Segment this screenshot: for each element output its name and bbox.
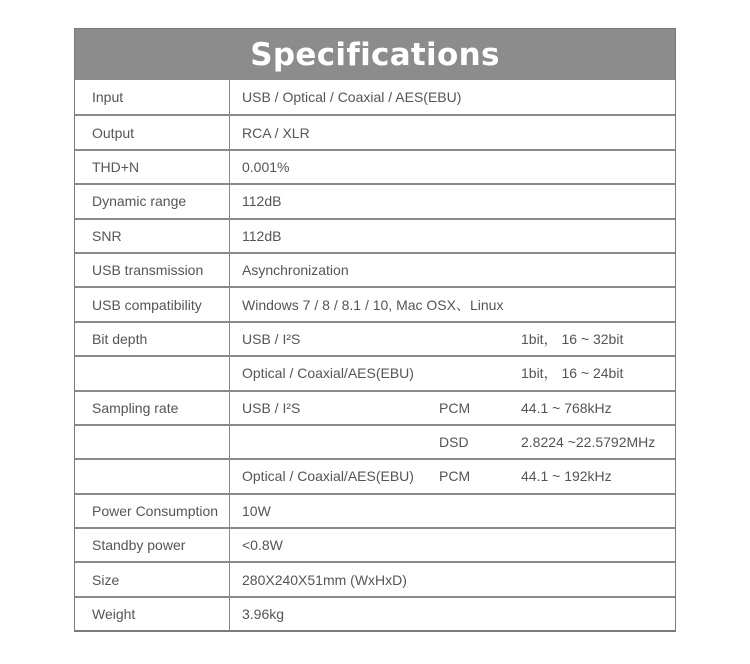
spec-interface: USB / I²S [242,330,301,347]
spec-interface: Optical / Coaxial/AES(EBU) [242,365,414,382]
spec-label: Bit depth [75,323,230,355]
spec-value: RCA / XLR [242,124,310,141]
spec-value-cell [230,80,675,114]
spec-label: Dynamic range [75,185,230,217]
spec-value: 1bit， 16 ~ 32bit [521,330,624,347]
spec-row-snr [75,218,675,252]
spec-value: 280X240X51mm (WxHxD) [242,571,407,588]
spec-value: <0.8W [242,537,283,554]
spec-value-cell [230,116,675,148]
spec-value: 10W [242,502,271,519]
spec-label: Power Consumption [75,495,230,527]
spec-value-cell [230,563,675,595]
spec-value-cell [230,495,675,527]
spec-value-cell [230,529,675,561]
spec-row-weight [75,596,675,630]
spec-row-input [75,80,675,114]
specifications-table [74,28,676,632]
spec-label: Input [75,80,230,114]
spec-row-bit-depth-optical [75,355,675,389]
spec-value-cell [230,254,675,286]
spec-value-cell [230,323,675,355]
spec-value-cell [230,357,675,389]
spec-label: Weight [75,598,230,630]
spec-value: Asynchronization [242,262,349,279]
spec-label [75,357,230,389]
table-title: Specifications [75,29,675,80]
spec-label: Size [75,563,230,595]
spec-label: THD+N [75,151,230,183]
spec-format: PCM [439,468,471,485]
spec-format: DSD [439,434,469,451]
spec-value-cell [230,220,675,252]
spec-row-bit-depth-usb [75,321,675,355]
spec-row-thd-n [75,149,675,183]
spec-value: 2.8224 ~22.5792MHz [521,434,656,451]
spec-value: USB / Optical / Coaxial / AES(EBU) [242,89,462,106]
spec-value-cell [230,151,675,183]
spec-value: 112dB [242,227,282,244]
spec-row-output [75,114,675,148]
spec-value: 1bit， 16 ~ 24bit [521,365,624,382]
spec-label: Sampling rate [75,392,230,424]
spec-label [75,426,230,458]
spec-value: 0.001% [242,158,290,175]
spec-label: USB compatibility [75,288,230,320]
spec-row-sampling-rate-optical [75,458,675,492]
spec-rows [75,80,675,630]
spec-value: 3.96kg [242,606,285,623]
spec-row-usb-transmission [75,252,675,286]
spec-row-standby-power [75,527,675,561]
spec-row-usb-compatibility [75,286,675,320]
spec-label: Standby power [75,529,230,561]
spec-value-cell [230,392,675,424]
spec-row-sampling-rate-usb-pcm [75,390,675,424]
spec-value: Windows 7 / 8 / 8.1 / 10, Mac OSX、Linux [242,296,504,313]
spec-label: USB transmission [75,254,230,286]
spec-interface: Optical / Coaxial/AES(EBU) [242,468,414,485]
spec-value-cell [230,185,675,217]
spec-value-cell [230,426,675,458]
spec-interface: USB / I²S [242,399,301,416]
spec-row-size [75,561,675,595]
spec-value-cell [230,460,675,492]
spec-value-cell [230,288,675,320]
spec-label: SNR [75,220,230,252]
spec-row-sampling-rate-usb-dsd [75,424,675,458]
spec-value: 44.1 ~ 192kHz [521,468,612,485]
spec-value: 112dB [242,193,282,210]
spec-label: Output [75,116,230,148]
spec-format: PCM [439,399,471,416]
spec-row-dynamic-range [75,183,675,217]
spec-value: 44.1 ~ 768kHz [521,399,612,416]
spec-value-cell [230,598,675,630]
spec-label [75,460,230,492]
spec-row-power-consumption [75,493,675,527]
